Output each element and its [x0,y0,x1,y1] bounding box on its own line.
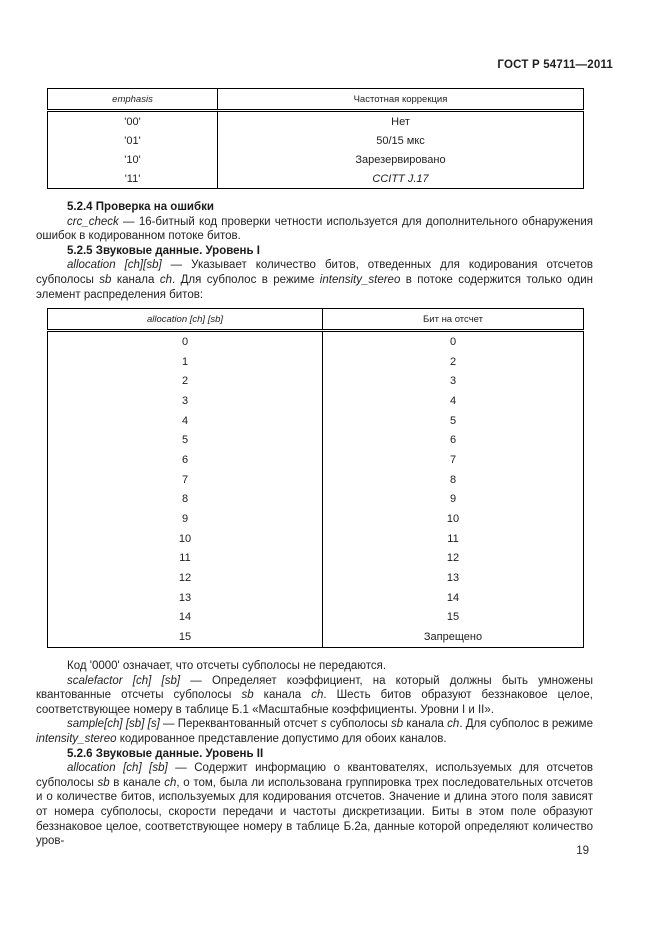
heading-5-2-6: 5.2.6 Звуковые данные. Уровень II [67,747,264,760]
table-cell: 6 [48,450,323,470]
table-row [48,490,584,510]
table-row [48,391,584,411]
allocation-level2-paragraph: allocation [ch] [sb] — Содержит информацию о квантователях, используемых для отсчетов субполосы sb в канале ch, о том, была ли использована группировка трех последовательных отсчетов и о количестве битов, используемых для кодирования отсчетов. Значение и длина этого поля зависят от номера субполосы, скорости передачи и частоты дискретизации. Биты в этом поле образуют беззнаковое целое, соответствующее номеру в таблице Б.2а, данные которой определяют количество уров- [36,762,593,848]
table-cell: 8 [323,470,584,490]
doc-header: ГОСТ Р 54711—2011 [497,59,613,71]
table-cell: 9 [48,509,323,529]
table-cell: 4 [48,411,323,431]
table-row [48,430,584,450]
table-cell: 13 [48,588,323,608]
section-5-2-4-and-5-2-5 [36,200,593,302]
table-header-cell: Бит на отсчет [323,309,584,331]
table-cell: 12 [323,549,584,569]
emphasis-table [47,88,584,189]
table-cell: 1 [48,352,323,372]
table-row [48,150,584,169]
table-row [48,549,584,569]
table-cell: 4 [323,391,584,411]
table-cell: 50/15 мкс [218,131,584,150]
table-row [48,568,584,588]
table-cell: 10 [48,529,323,549]
table-cell: 11 [323,529,584,549]
table-row [48,450,584,470]
table-cell: Нет [218,111,584,132]
sample-paragraph: sample[ch] [sb] [s] — Переквантованный отсчет s субполосы sb канала ch. Для субполос в режиме intensity_stereo кодированное представление допустимо для обоих каналов. [36,718,593,745]
table-row [48,131,584,150]
table-cell: 10 [323,509,584,529]
table-cell: 13 [323,568,584,588]
table-cell: 3 [323,371,584,391]
table-cell: 2 [323,352,584,372]
table-row [48,111,584,132]
table-row [48,529,584,549]
table-row [48,371,584,391]
table-cell: 0 [48,331,323,352]
table-cell: 15 [323,608,584,628]
heading-5-2-4: 5.2.4 Проверка на ошибки [67,201,214,213]
table-row [48,588,584,608]
table-cell: 0 [323,331,584,352]
table-cell: 7 [48,470,323,490]
code-0000-paragraph: Код '0000' означает, что отсчеты субполосы не передаются. [67,660,387,672]
table-row [48,470,584,490]
table-header-cell: emphasis [48,89,218,111]
table-cell: 8 [48,490,323,510]
table-row [48,331,584,352]
heading-5-2-5: 5.2.5 Звуковые данные. Уровень I [67,244,260,257]
table-cell: '10' [48,150,218,169]
scalefactor-paragraph: scalefactor [ch] [sb] — Определяет коэффициент, на который должны быть умножены квантованные отсчеты субполосы sb канала ch. Шесть битов образуют беззнаковое целое, соответствующее номеру в таблице Б.1 «Масштабные коэффициенты. Уровни I и II». [36,674,593,716]
table-header-row [48,309,584,331]
table-cell: 5 [48,430,323,450]
allocation-level1-paragraph: allocation [ch][sb] — Указывает количество битов, отведенных для кодирования отсчетов субполосы sb канала ch. Для субполос в режиме intensity_stereo в потоке содержится только один элемент распределения битов: [36,259,593,301]
table-cell: 14 [323,588,584,608]
allocation-table [47,308,584,648]
table-row [48,608,584,628]
table-cell: 14 [48,608,323,628]
table-cell: 9 [323,490,584,510]
table-row [48,627,584,647]
table-cell: 15 [48,627,323,647]
table-row [48,352,584,372]
table-cell: Зарезервировано [218,150,584,169]
table-cell: '00' [48,111,218,132]
crc-check-paragraph: crc_check — 16-битный код проверки четности используется для дополнительного обнаружения ошибок в кодированном потоке битов. [36,215,593,243]
table-cell: 12 [48,568,323,588]
page-number: 19 [576,845,589,857]
table-cell: 7 [323,450,584,470]
table-header-cell: allocation [ch] [sb] [48,309,323,331]
table-cell: 3 [48,391,323,411]
table-row [48,509,584,529]
table-header-cell: Частотная коррекция [218,89,584,111]
table-cell: Запрещено [323,627,584,647]
table-cell: 2 [48,371,323,391]
table-row [48,411,584,431]
table-cell: '11' [48,169,218,189]
table-cell: 5 [323,411,584,431]
section-5-2-6 [36,659,593,849]
table-cell: 6 [323,430,584,450]
table-cell: CCITT J.17 [218,169,584,189]
table-cell: 11 [48,549,323,569]
table-cell: '01' [48,131,218,150]
table-header-row [48,89,584,111]
table-row [48,169,584,189]
